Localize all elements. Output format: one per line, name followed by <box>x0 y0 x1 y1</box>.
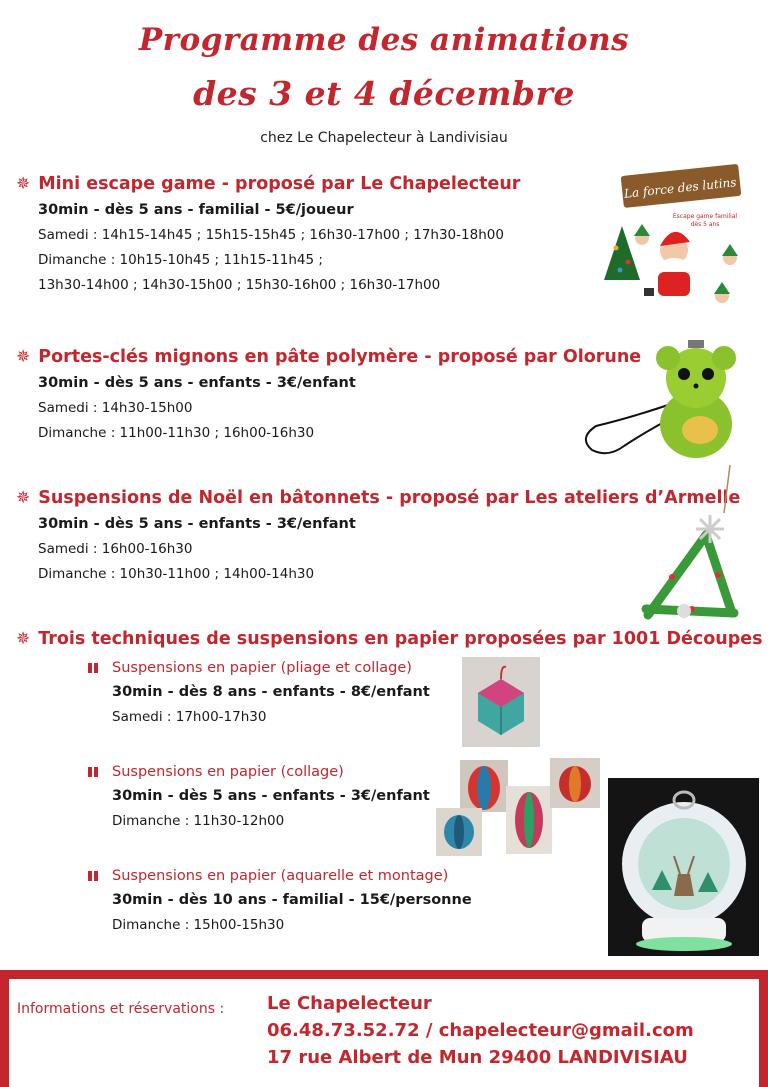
section-info: 30min - dès 5 ans - enfants - 3€/enfant <box>38 516 356 532</box>
subsection-pliage <box>88 660 430 725</box>
section-papier <box>16 629 763 649</box>
snowflake-icon: ✵ <box>16 174 31 194</box>
gift-icon <box>88 871 98 881</box>
paper-ornament-pliage-image <box>462 657 540 747</box>
schedule-line: Dimanche : 11h00-11h30 ; 16h00-16h30 <box>38 425 315 441</box>
section-porte-cles <box>16 347 641 441</box>
paper-ornaments-collage-image <box>436 758 601 858</box>
snowflake-icon: ✵ <box>16 629 31 649</box>
section-info: 30min - dès 5 ans - enfants - 3€/enfant <box>38 375 356 391</box>
section-info: 30min - dès 5 ans - familial - 5€/joueur <box>38 202 354 218</box>
section-title: Suspensions de Noël en bâtonnets - proposé par Les ateliers d’Armelle <box>38 488 741 508</box>
section-title: Mini escape game - proposé par Le Chapelecteur <box>38 174 521 194</box>
schedule-line: Dimanche : 10h30-11h00 ; 14h00-14h30 <box>38 566 315 582</box>
schedule-line: 13h30-14h00 ; 14h30-15h00 ; 15h30-16h00 ; 16h30-17h00 <box>38 277 441 293</box>
subsection-aquarelle <box>88 868 472 933</box>
subsection-info: 30min - dès 8 ans - enfants - 8€/enfant <box>112 684 430 700</box>
footer-contact[interactable]: 06.48.73.52.72 / chapelecteur@gmail.com <box>267 1020 694 1041</box>
escape-game-poster <box>600 158 760 313</box>
title-line1: Programme des animations <box>138 22 630 58</box>
snowflake-icon: ✵ <box>16 347 31 367</box>
schedule-line: Samedi : 16h00-16h30 <box>38 541 193 557</box>
schedule-line: Dimanche : 15h00-15h30 <box>112 917 285 933</box>
poster-text2: dès 5 ans <box>690 221 720 228</box>
subsection-title: Suspensions en papier (pliage et collage) <box>112 660 412 676</box>
section-title: Trois techniques de suspensions en papier proposées par 1001 Découpes <box>38 629 763 649</box>
title-line2: des 3 et 4 décembre <box>193 74 575 113</box>
schedule-line: Dimanche : 11h30-12h00 <box>112 813 285 829</box>
gift-icon <box>88 767 98 777</box>
section-escape-game <box>16 174 520 293</box>
subsection-title: Suspensions en papier (aquarelle et montage) <box>112 868 449 884</box>
subsection-info: 30min - dès 5 ans - enfants - 3€/enfant <box>112 788 430 804</box>
poster-text1: Escape game familial <box>672 213 738 220</box>
poster-banner: La force des lutins <box>623 175 738 201</box>
section-title: Portes-clés mignons en pâte polymère - proposé par Olorune <box>38 347 642 367</box>
subsection-collage <box>88 764 430 829</box>
schedule-line: Samedi : 17h00-17h30 <box>112 709 267 725</box>
footer-address: 17 rue Albert de Mun 29400 LANDIVISIAU <box>267 1047 688 1068</box>
footer-name: Le Chapelecteur <box>267 993 432 1014</box>
schedule-line: Samedi : 14h30-15h00 <box>38 400 193 416</box>
subsection-title: Suspensions en papier (collage) <box>112 764 344 780</box>
schedule-line: Dimanche : 10h15-10h45 ; 11h15-11h45 ; <box>38 252 323 268</box>
snowflake-icon: ✵ <box>16 488 31 508</box>
stick-ornament-image <box>636 463 746 628</box>
section-suspensions-noel <box>16 488 740 582</box>
subsection-info: 30min - dès 10 ans - familial - 15€/personne <box>112 892 472 908</box>
footer-info-box <box>0 970 768 1087</box>
footer-label: Informations et réservations : <box>17 1001 225 1017</box>
gift-icon <box>88 663 98 673</box>
keychain-image <box>578 338 753 463</box>
schedule-line: Samedi : 14h15-14h45 ; 15h15-15h45 ; 16h30-17h00 ; 17h30-18h00 <box>38 227 504 243</box>
paper-globe-lantern-image <box>608 778 759 956</box>
subtitle: chez Le Chapelecteur à Landivisiau <box>260 130 508 146</box>
